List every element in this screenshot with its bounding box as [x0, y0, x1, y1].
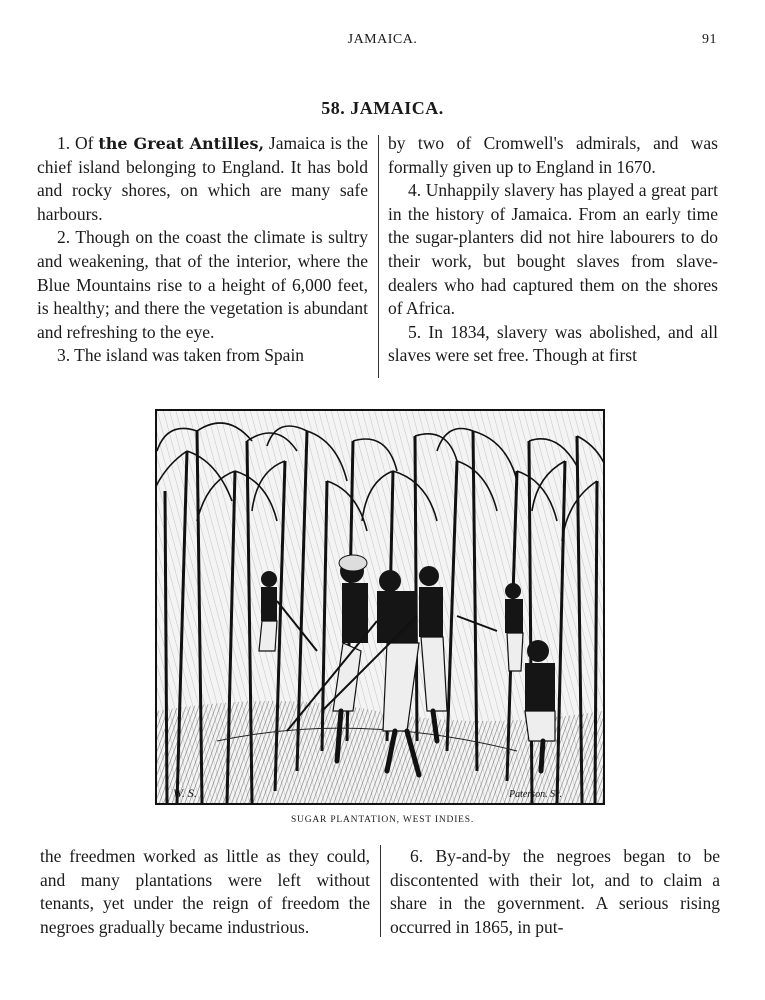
column-divider-top [378, 135, 379, 378]
column-divider-bottom [380, 845, 381, 937]
paragraph-2: 2. Though on the coast the climate is sultry and weakening, that of the interior, where the Blue Mountains rise to a height of 6,000 feet, is healthy; and there the vegetation is abundant and refreshing to the eye. [37, 227, 368, 342]
chapter-title: 58. JAMAICA. [321, 98, 444, 118]
engraver-signature: Paterson. Sc. [509, 789, 563, 800]
paragraph-5-start: 5. In 1834, slavery was abolished, and all slaves were set free. Though at first [388, 321, 718, 366]
right-column-bottom [390, 845, 720, 939]
running-head [0, 32, 765, 52]
paragraph-6: 6. By-and-by the negroes began to be discontented with their lot, and to claim a share in the government. A serious rising occurred in 1865, in put- [390, 846, 720, 937]
paragraph-1-bold: the Great Antilles, [98, 134, 265, 153]
left-column-bottom [40, 845, 370, 939]
right-column-top [388, 132, 718, 368]
sugar-plantation-engraving [155, 409, 605, 805]
illustration-caption: SUGAR PLANTATION, WEST INDIES. [290, 815, 475, 825]
paragraph-4: 4. Unhappily slavery has played a great part in the history of Jamaica. From an early time the sugar-planters did not hire labourers to do their work, but bought slaves from slave-dealers who had captured them on the shores of Africa. [388, 180, 718, 319]
paragraph-1-number: 1. [57, 133, 75, 153]
paragraph-1-rest: Jamaica is the chief island belonging to England. It has bold and rocky shores, on which are many safe harbours. [37, 133, 369, 224]
artist-signature: W. S. [173, 786, 197, 800]
paragraph-3-continued: by two of Cromwell's admirals, and was formally given up to England in 1670. [388, 133, 718, 177]
paragraph-1-lead: Of [74, 133, 99, 153]
page-number: 91 [702, 32, 717, 47]
paragraph-1 [37, 132, 368, 226]
paragraph-3-start: 3. The island was taken from Spain [57, 345, 305, 366]
left-column-top [37, 132, 368, 368]
paragraph-5-continued: the freedmen worked as little as they could, and many plantations were left without tenants, yet under the reign of freedom the negroes gradually became industrious. [40, 846, 370, 937]
running-title: JAMAICA. [347, 32, 418, 47]
